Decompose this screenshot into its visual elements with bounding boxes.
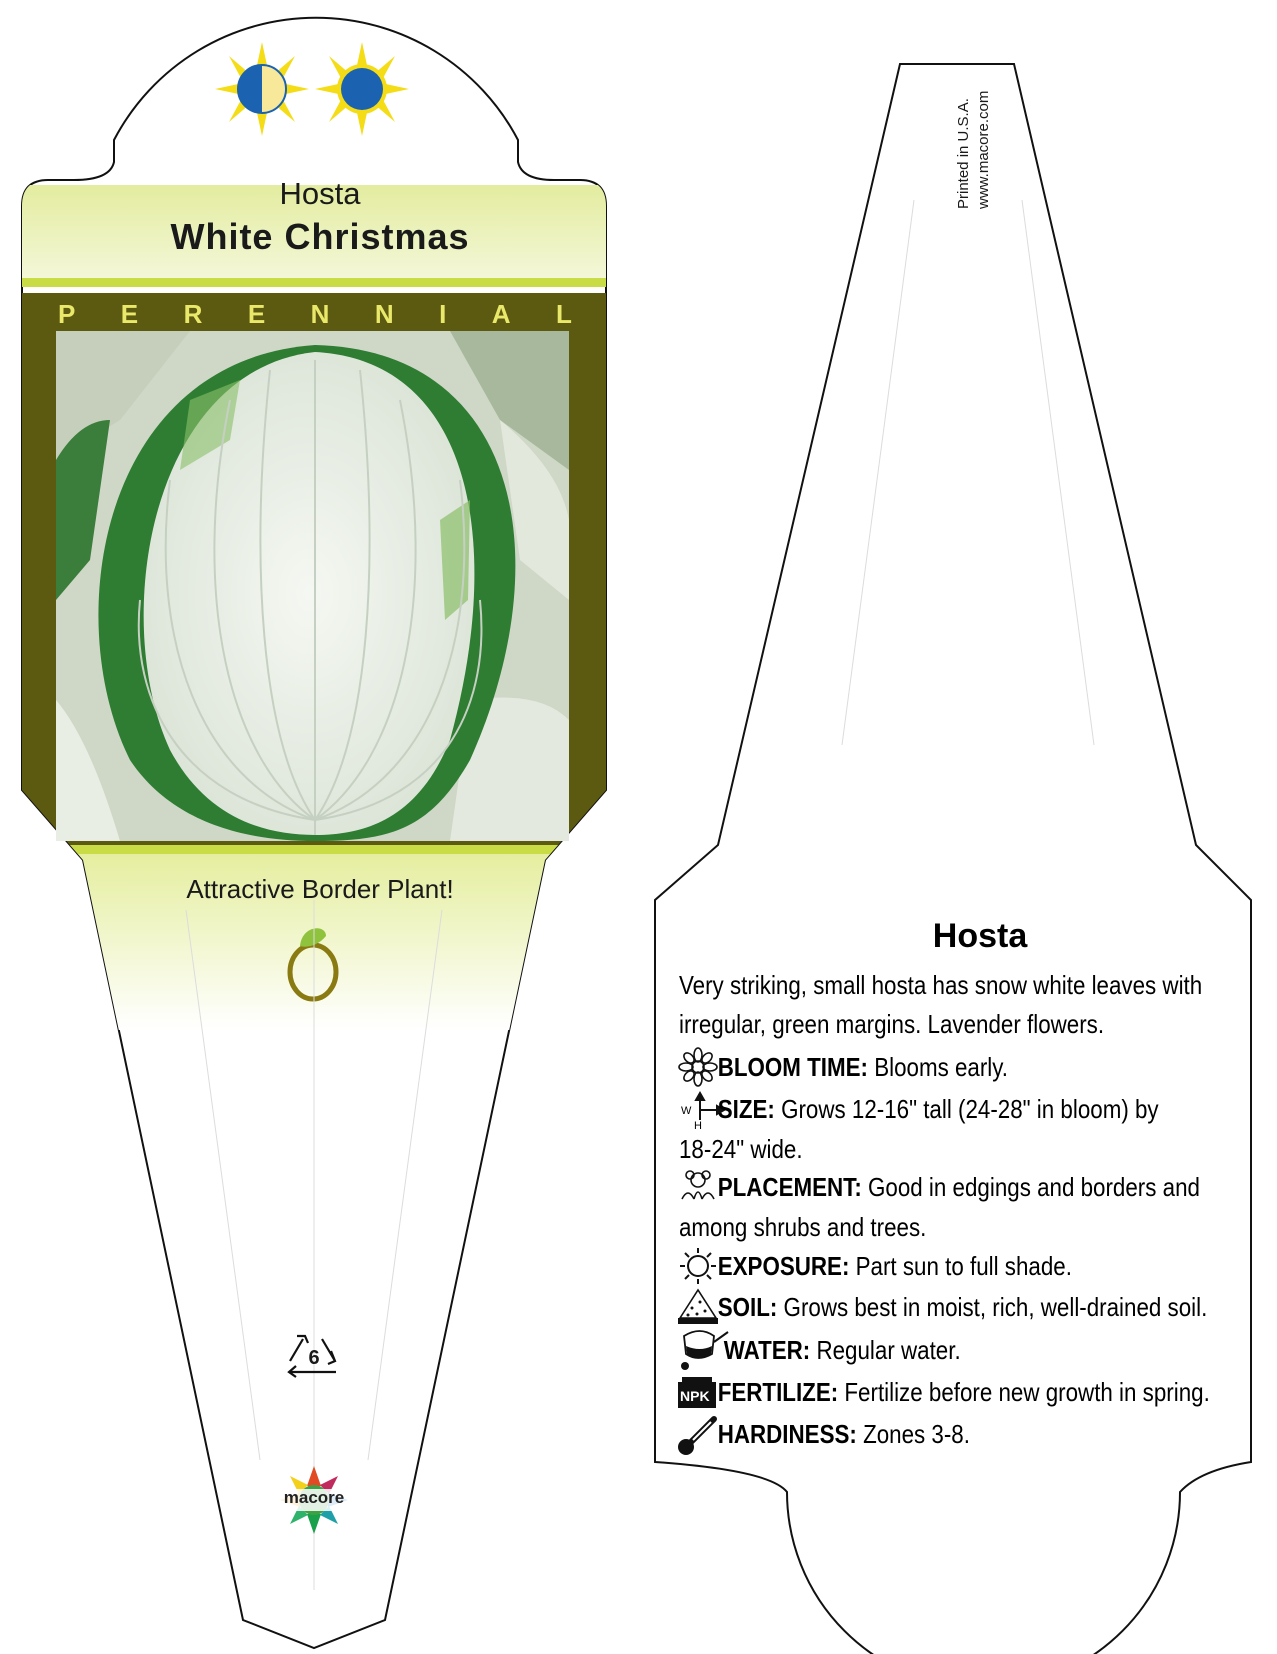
size-w-letter: W — [681, 1105, 692, 1117]
full-shade-icon — [315, 42, 409, 136]
plant-variety-name: White Christmas — [170, 216, 470, 257]
spec-text: Grows best in moist, rich, well-drained soil. — [783, 1292, 1208, 1322]
spec-text: Zones 3-8. — [863, 1419, 970, 1449]
spec-hardiness — [679, 1414, 1264, 1454]
spec-soil — [679, 1287, 1264, 1327]
plant-category — [58, 299, 572, 330]
spec-label: SOIL: — [717, 1292, 778, 1322]
npk-label: NPK — [680, 1388, 710, 1404]
back-title: Hosta — [932, 917, 1028, 955]
plant-tagline: Attractive Border Plant! — [186, 874, 454, 904]
spec-fertilize — [679, 1372, 1264, 1412]
part-sun-icon — [215, 42, 309, 136]
plant-description: Very striking, small hosta has snow white leaves with irregular, green margins. Lavender flowers. — [679, 970, 1203, 1039]
category-letter: L — [556, 299, 572, 329]
spec-label: HARDINESS: — [717, 1419, 857, 1449]
size-h-letter: H — [694, 1120, 702, 1132]
spec-label: EXPOSURE: — [717, 1251, 850, 1281]
plant-common-name: Hosta — [279, 176, 361, 211]
category-letter: R — [183, 299, 203, 329]
spec-text-cont: among shrubs and trees. — [679, 1212, 927, 1242]
printed-in-text: Printed in U.S.A. — [955, 98, 972, 209]
spec-label: WATER: — [723, 1335, 811, 1365]
category-letter: I — [439, 299, 447, 329]
spec-label: SIZE: — [717, 1094, 775, 1124]
category-letter: E — [120, 299, 139, 329]
category-letter: N — [374, 299, 394, 329]
spec-text: Regular water. — [816, 1335, 961, 1365]
front-tag — [20, 18, 608, 1648]
spec-text: Grows 12-16" tall (24-28" in bloom) by — [781, 1094, 1159, 1124]
spec-text: Blooms early. — [874, 1052, 1009, 1082]
recycle-code: 6 — [308, 1347, 320, 1369]
category-letter: N — [310, 299, 330, 329]
category-letter: E — [247, 299, 266, 329]
website-text: www.macore.com — [975, 90, 992, 209]
spec-water — [679, 1330, 1264, 1370]
spec-label: PLACEMENT: — [717, 1172, 862, 1202]
spec-label: FERTILIZE: — [717, 1377, 839, 1407]
spec-text: Part sun to full shade. — [855, 1251, 1072, 1281]
category-letter: A — [491, 299, 511, 329]
spec-placement — [679, 1167, 1264, 1247]
spec-text: Good in edgings and borders and — [868, 1172, 1200, 1202]
plant-photo — [56, 331, 569, 841]
category-letter: P — [58, 299, 76, 329]
spec-exposure — [679, 1246, 1264, 1286]
spec-text-cont: 18-24" wide. — [679, 1134, 803, 1164]
spec-label: BLOOM TIME: — [717, 1052, 868, 1082]
brand-name: macore — [283, 1488, 345, 1507]
spec-size — [679, 1089, 1264, 1169]
spec-text: Fertilize before new growth in spring. — [844, 1377, 1210, 1407]
spec-bloom-time — [679, 1047, 1264, 1087]
